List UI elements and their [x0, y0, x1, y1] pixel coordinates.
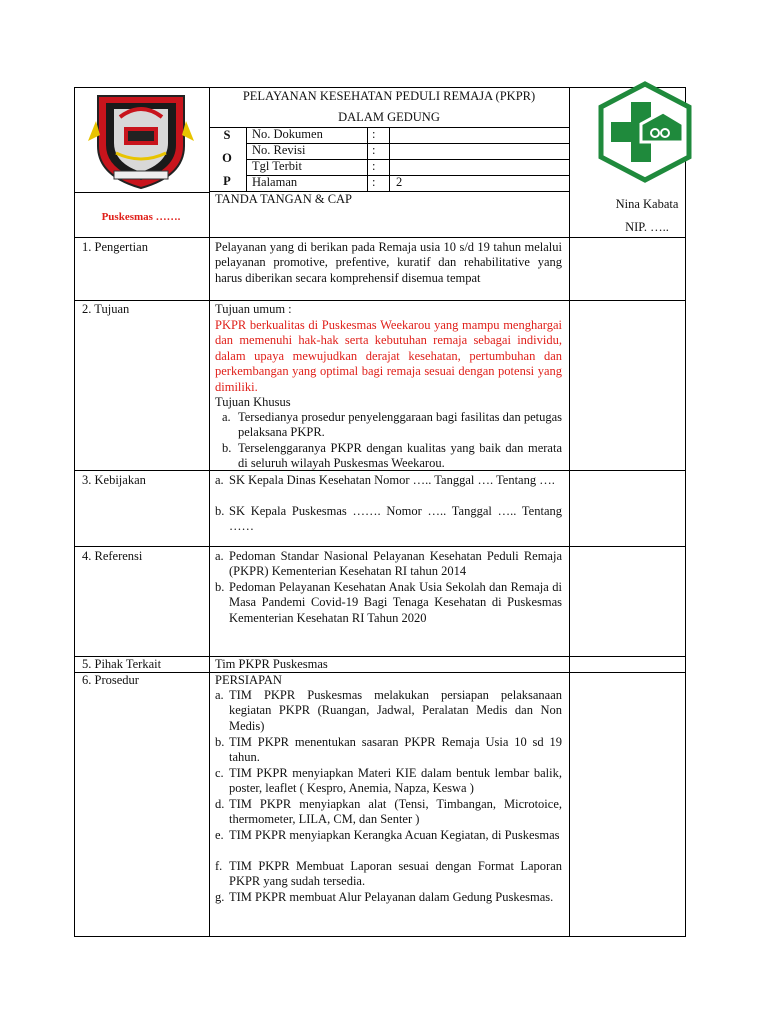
document-title-line1: PELAYANAN KESEHATAN PEDULI REMAJA (PKPR): [242, 89, 536, 103]
list-marker: g.: [215, 890, 225, 904]
section-label-referensi: 4. Referensi: [82, 549, 143, 563]
official-nip: NIP. …..: [625, 220, 669, 234]
list-marker: b.: [222, 441, 232, 455]
section-label-pengertian: 1. Pengertian: [82, 240, 148, 254]
list-text: TIM PKPR Puskesmas melakukan persiapan pelaksanaan kegiatan PKPR (Ruangan, Jadwal, Peralatan Medis dan Non Medis): [229, 688, 562, 733]
list-text: Tersedianya prosedur penyelenggaraan bagi fasilitas dan petugas pelaksana PKPR.: [238, 410, 562, 440]
meta-sep: :: [372, 175, 376, 189]
list-text: TIM PKPR menyiapkan alat (Tensi, Timbangan, Microtoice, thermometer, LILA, CM, dan Senter ): [229, 797, 562, 827]
pengertian-text: Pelayanan yang di berikan pada Remaja usia 10 s/d 19 tahun melalui pelayanan promotive, prefentive, kuratif dan rehabilitative yang harus diberikan secara komprehensif disemua tempat: [215, 240, 562, 285]
section-label-pihak-terkait: 5. Pihak Terkait: [82, 657, 162, 671]
list-marker: d.: [215, 797, 225, 811]
meta-value-halaman: 2: [396, 175, 403, 189]
section-label-prosedur: 6. Prosedur: [82, 673, 139, 687]
pihak-terkait-text: Tim PKPR Puskesmas: [215, 657, 328, 671]
tujuan-khusus-label: Tujuan Khusus: [215, 395, 291, 409]
sop-letter-p: P: [223, 174, 231, 188]
tujuan-umum-text: PKPR berkualitas di Puskesmas Weekarou yang mampu menghargai dan memenuhi hak-hak serta kebutuhan remaja sebagai individu, dalam upaya mewujudkan derajat kesehatan, pertumbuhan dan perkembangan yang optimal bagi remaja sesuai dengan potensi yang dimiliki.: [215, 318, 562, 394]
sign-label: TANDA TANGAN & CAP: [215, 192, 353, 206]
list-marker: b.: [215, 580, 225, 594]
list-text: Terselenggaranya PKPR dengan kualitas yang baik dan merata di seluruh wilayah Puskesmas Weekarou.: [238, 441, 562, 471]
list-marker: a.: [215, 473, 224, 487]
section-label-tujuan: 2. Tujuan: [82, 302, 130, 316]
prosedur-heading: PERSIAPAN: [215, 673, 282, 687]
section-label-kebijakan: 3. Kebijakan: [82, 473, 146, 487]
list-marker: b.: [215, 735, 225, 749]
puskesmas-logo: [595, 80, 695, 184]
meta-label-halaman: Halaman: [252, 175, 298, 189]
sop-letter-s: S: [223, 128, 231, 142]
meta-label-no-revisi: No. Revisi: [252, 143, 306, 157]
list-marker: a.: [222, 410, 231, 424]
list-text: TIM PKPR menyiapkan Kerangka Acuan Kegiatan, di Puskesmas: [229, 828, 560, 842]
meta-sep: :: [372, 143, 376, 157]
regional-emblem: [86, 91, 196, 191]
sop-letter-o: O: [222, 151, 232, 165]
list-text: SK Kepala Dinas Kesehatan Nomor ….. Tanggal …. Tentang ….: [229, 473, 555, 487]
list-marker: a.: [215, 688, 224, 702]
meta-label-tgl-terbit: Tgl Terbit: [252, 159, 302, 173]
tujuan-umum-label: Tujuan umum :: [215, 302, 292, 316]
meta-sep: :: [372, 159, 376, 173]
list-text: TIM PKPR Membuat Laporan sesuai dengan Format Laporan PKPR yang sudah tersedia.: [229, 859, 562, 889]
list-text: TIM PKPR membuat Alur Pelayanan dalam Gedung Puskesmas.: [229, 890, 554, 904]
list-marker: b.: [215, 504, 225, 518]
list-marker: c.: [215, 766, 224, 780]
document-title-line2: DALAM GEDUNG: [338, 110, 440, 124]
list-marker: a.: [215, 549, 224, 563]
list-marker: e.: [215, 828, 224, 842]
official-name: Nina Kabata: [615, 197, 679, 211]
list-text: TIM PKPR menentukan sasaran PKPR Remaja Usia 10 sd 19 tahun.: [229, 735, 562, 765]
puskesmas-label: Puskesmas …….: [101, 211, 181, 223]
list-marker: f.: [215, 859, 223, 873]
list-text: Pedoman Standar Nasional Pelayanan Kesehatan Peduli Remaja (PKPR) Kementerian Kesehatan RI tahun 2014: [229, 549, 562, 579]
list-text: TIM PKPR menyiapkan Materi KIE dalam bentuk lembar balik, poster, leaflet ( Kespro, Anemia, Napza, Keswa ): [229, 766, 562, 796]
meta-label-no-dokumen: No. Dokumen: [252, 127, 323, 141]
meta-sep: :: [372, 127, 376, 141]
list-text: Pedoman Pelayanan Kesehatan Anak Usia Sekolah dan Remaja di Masa Pandemi Covid-19 Bagi Tenaga Kesehatan di Puskesmas Kementerian Kesehatan RI Tahun 2020: [229, 580, 562, 625]
list-text: SK Kepala Puskesmas ……. Nomor ….. Tanggal ….. Tentang ……: [229, 504, 562, 534]
